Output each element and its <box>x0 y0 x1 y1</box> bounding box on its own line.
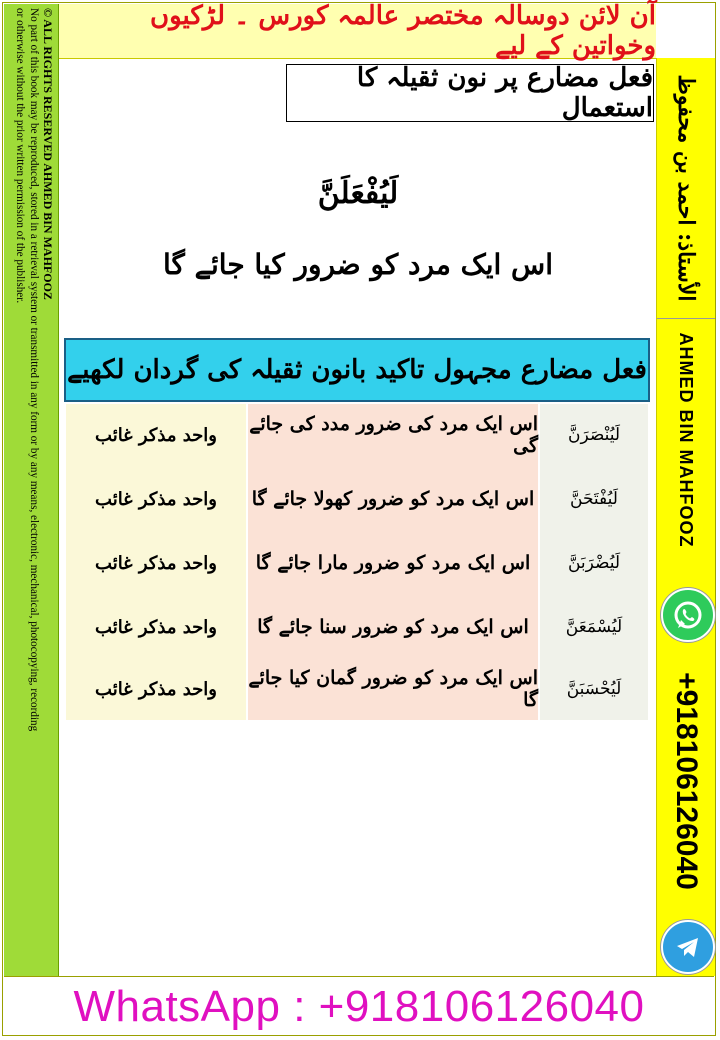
row-meaning: اس ایک مرد کو ضرور کھولا جائے گا <box>251 488 535 510</box>
copyright-text <box>4 4 58 976</box>
table-row <box>66 658 648 720</box>
telegram-icon[interactable] <box>661 920 715 974</box>
whatsapp-icon[interactable] <box>661 588 715 642</box>
contact-sidebar <box>656 58 715 976</box>
whatsapp-footer-text[interactable]: WhatsApp : +918106126040 <box>73 982 645 1031</box>
row-word: لَيُسْمَعَنَّ <box>565 617 623 637</box>
author-name-en: AHMED BIN MAHFOOZ <box>676 332 697 548</box>
phone-number-vertical: +918106126040 <box>670 672 703 890</box>
example-word: لَيُفْعَلَنَّ <box>317 176 399 211</box>
row-meaning: اس ایک مرد کو ضرور گمان کیا جائے گا <box>248 667 538 711</box>
row-form: واحد مذکر غائب <box>95 616 217 638</box>
copyright-line-1: © ALL RIGHTS RESERVED AHMED BIN MAHFOOZ <box>41 8 55 300</box>
exercise-heading-text: فعل مضارع مجہول تاکید بانون ثقیلہ کی گردان لکھیے <box>67 355 647 385</box>
row-word: لَيُحْسَبَنَّ <box>566 679 622 699</box>
course-banner-text: آن لائن دوسالہ مختصر عالمہ کورس ۔ لڑکیوں وخواتین کے لیے <box>150 1 656 61</box>
row-form: واحد مذکر غائب <box>95 552 217 574</box>
row-form: واحد مذکر غائب <box>95 488 217 510</box>
phone-box <box>657 644 715 918</box>
row-meaning: اس ایک مرد کو ضرور سنا جائے گا <box>257 616 529 638</box>
table-row <box>66 596 648 658</box>
teacher-name: الأستاذ: احمد بن محفوظ <box>673 74 699 302</box>
exercise-heading <box>64 338 650 402</box>
telegram-glyph <box>672 931 704 963</box>
copyright-line-3: or otherwise without the prior written permission of the publisher. <box>14 8 26 304</box>
table-row <box>66 404 648 466</box>
row-word: لَيُفْتَحَنَّ <box>570 489 618 509</box>
lesson-title: فعل مضارع پر نون ثقیلہ کا استعمال <box>356 63 653 123</box>
course-banner <box>58 1 656 61</box>
whatsapp-glyph <box>671 598 705 632</box>
row-meaning: اس ایک مرد کو ضرور مارا جائے گا <box>255 552 531 574</box>
whatsapp-footer <box>4 976 714 1037</box>
table-row <box>66 468 648 530</box>
copyright-strip <box>4 4 59 976</box>
copyright-line-2: No part of this book may be reproduced, stored in a retrieval system or transmitted in any form or by any means, electronic, mechanical, photocopying, recording <box>28 8 40 732</box>
row-word: لَيُضْرَبَنَّ <box>567 553 621 573</box>
teacher-box <box>657 58 715 319</box>
row-word: لَيُنْصَرَنَّ <box>567 425 621 445</box>
row-form: واحد مذکر غائب <box>95 424 217 446</box>
example-translation: اس ایک مرد کو ضرور کیا جائے گا <box>162 248 554 281</box>
lesson-title-box <box>286 64 654 122</box>
row-meaning: اس ایک مرد کی ضرور مدد کی جائے گی <box>249 413 538 457</box>
conjugation-table <box>66 404 648 720</box>
table-row <box>66 532 648 594</box>
author-name-box <box>657 320 715 560</box>
row-form: واحد مذکر غائب <box>95 678 217 700</box>
